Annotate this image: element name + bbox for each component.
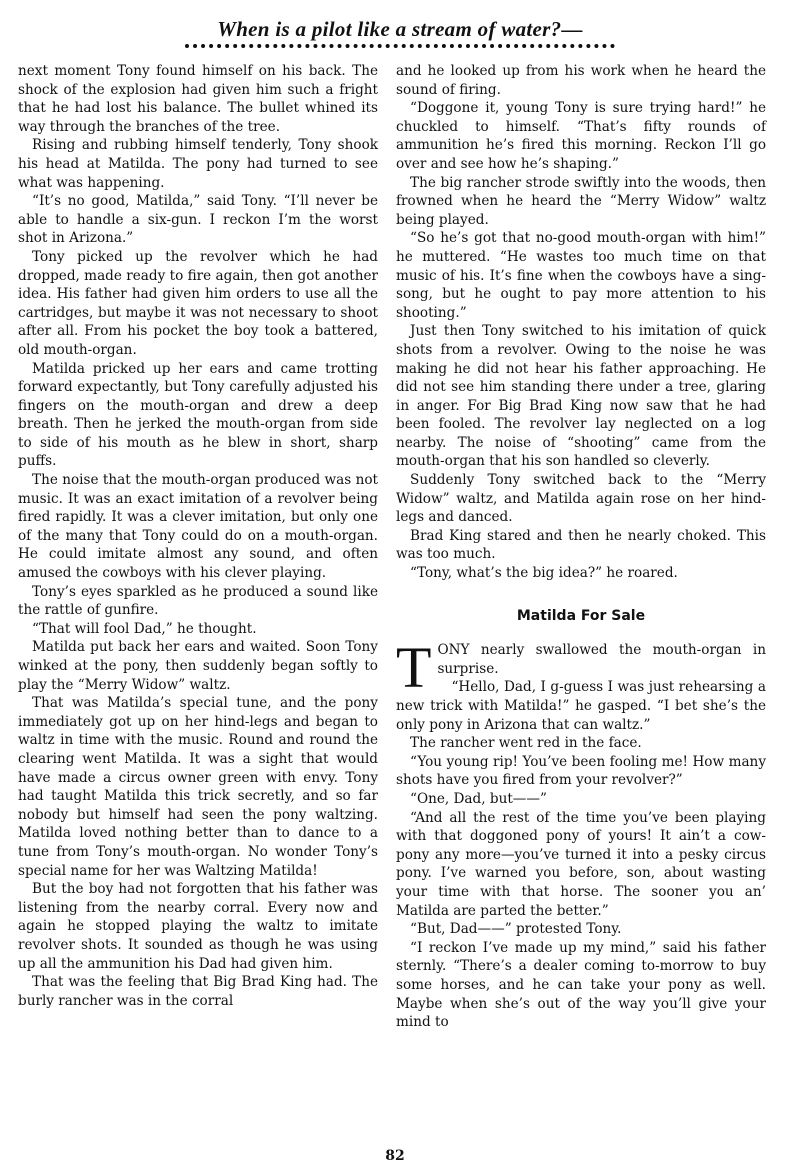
drop-cap: T: [396, 635, 432, 701]
paragraph: “One, Dad, but——”: [410, 790, 547, 807]
paragraph: “That will fool Dad,” he thought.: [32, 620, 257, 637]
paragraph: “And all the rest of the time you’ve been playing with that doggoned pony of yours! It ain’t a cow-pony any more—you’ve turned it into a pesky circus pony. I’ve warned you before, son, about wasting your time with that horse. The sooner you an’ Matilda are parted the better.”: [396, 809, 766, 919]
right-column: [396, 62, 766, 1032]
page-header: [120, 16, 680, 52]
paragraph: “So he’s got that no-good mouth-organ with him!” he muttered. “He wastes too much time on that music of his. It’s fine when the cowboys have a sing-song, but he ought to pay more attention to his shooting.”: [396, 230, 766, 321]
paragraph: Tony picked up the revolver which he had dropped, made ready to fire again, then got another idea. His father had given him orders to use all the cartridges, but maybe it was not necessary to shoot after all. From his pocket the boy took a battered, old mouth-organ.: [18, 248, 378, 358]
paragraph: That was Matilda’s special tune, and the pony immediately got up on her hind-legs and began to waltz in time with the music. Round and round the clearing went Matilda. It was a sight that would have made a circus owner green with envy. Tony had taught Matilda this trick secretly, and so far nobody but himself had seen the pony waltzing. Matilda loved nothing better than to dance to a tune from Tony’s mouth-organ. No wonder Tony’s special name for her was Waltzing Matilda!: [18, 695, 378, 879]
paragraph: But the boy had not forgotten that his father was listening from the nearby corral. Every now and again he stopped playing the waltz to imitate revolver shots. It sounded as though he was using up all the ammunition his Dad had given him.: [18, 881, 378, 972]
paragraph: The noise that the mouth-organ produced was not music. It was an exact imitation of a revolver being fired rapidly. It was a clever imitation, but only one of the many that Tony could do on a mouth-organ. He could imitate almost any sound, and often amused the cowboys with his clever playing.: [18, 472, 378, 582]
opening-text: ONY nearly swallowed the mouth-organ in surprise.: [437, 642, 766, 677]
paragraph: Brad King stared and then he nearly choked. This was too much.: [396, 527, 766, 563]
paragraph: Suddenly Tony switched back to the “Merry Widow” waltz, and Matilda again rose on her hind-legs and danced.: [396, 472, 766, 526]
section-heading: Matilda For Sale: [516, 607, 646, 624]
paragraph: Rising and rubbing himself tenderly, Tony shook his head at Matilda. The pony had turned to see what was happening.: [18, 137, 378, 191]
running-head-title: When is a pilot like a stream of water?—: [217, 17, 583, 41]
opening-paragraph: [396, 635, 766, 701]
paragraph: and he looked up from his work when he heard the sound of firing.: [396, 63, 766, 98]
header-dotted-rule: [185, 44, 615, 52]
left-column: [18, 62, 378, 1010]
paragraph: next moment Tony found himself on his back. The shock of the explosion had given him such a fright that he had lost his balance. The bullet whined its way through the branches of the tree.: [18, 63, 378, 135]
paragraph: That was the feeling that Big Brad King had. The burly rancher was in the corral: [18, 974, 378, 1009]
paragraph: “Doggone it, young Tony is sure trying hard!” he chuckled to himself. “That’s fifty rounds of ammunition he’s fired this morning. Reckon I’ll go over and see how he’s shaping.”: [396, 100, 766, 172]
paragraph: Matilda put back her ears and waited. Soon Tony winked at the pony, then suddenly began softly to play the “Merry Widow” waltz.: [18, 639, 378, 693]
paragraph: “But, Dad——” protested Tony.: [410, 921, 622, 938]
paragraph: “Hello, Dad, I g-guess I was just rehearsing a new trick with Matilda!” he gasped. “I bet she’s the only pony in Arizona that can waltz.”: [396, 679, 766, 733]
paragraph: “It’s no good, Matilda,” said Tony. “I’ll never be able to handle a six-gun. I reckon I’m the worst shot in Arizona.”: [18, 193, 378, 247]
paragraph: Tony’s eyes sparkled as he produced a sound like the rattle of gunfire.: [18, 583, 378, 619]
paragraph: “You young rip! You’ve been fooling me! How many shots have you fired from your revolver?”: [396, 753, 766, 789]
paragraph: The big rancher strode swiftly into the woods, then frowned when he heard the “Merry Widow” waltz being played.: [396, 174, 766, 228]
paragraph: The rancher went red in the face.: [410, 735, 642, 752]
paragraph: Just then Tony switched to his imitation of quick shots from a revolver. Owing to the noise he was making he did not hear his father approaching. He did not see him standing there under a tree, glaring in anger. For Big Brad King now saw that he had been fooled. The revolver lay neglected on a log nearby. The noise of “shooting” came from the mouth-organ that his son handled so cleverly.: [396, 323, 766, 470]
paragraph: Matilda pricked up her ears and came trotting forward expectantly, but Tony carefully adjusted his fingers on the mouth-organ and drew a deep breath. Then he jerked the mouth-organ from side to side of his mouth as he blew in short, sharp puffs.: [18, 360, 378, 470]
paragraph: “I reckon I’ve made up my mind,” said his father sternly. “There’s a dealer coming to-morrow to buy some horses, and he can take your pony as well. Maybe when she’s out of the way you’ll give your mind to: [396, 939, 766, 1031]
paragraph: “Tony, what’s the big idea?” he roared.: [410, 565, 678, 582]
page-number: 82: [385, 1148, 405, 1164]
